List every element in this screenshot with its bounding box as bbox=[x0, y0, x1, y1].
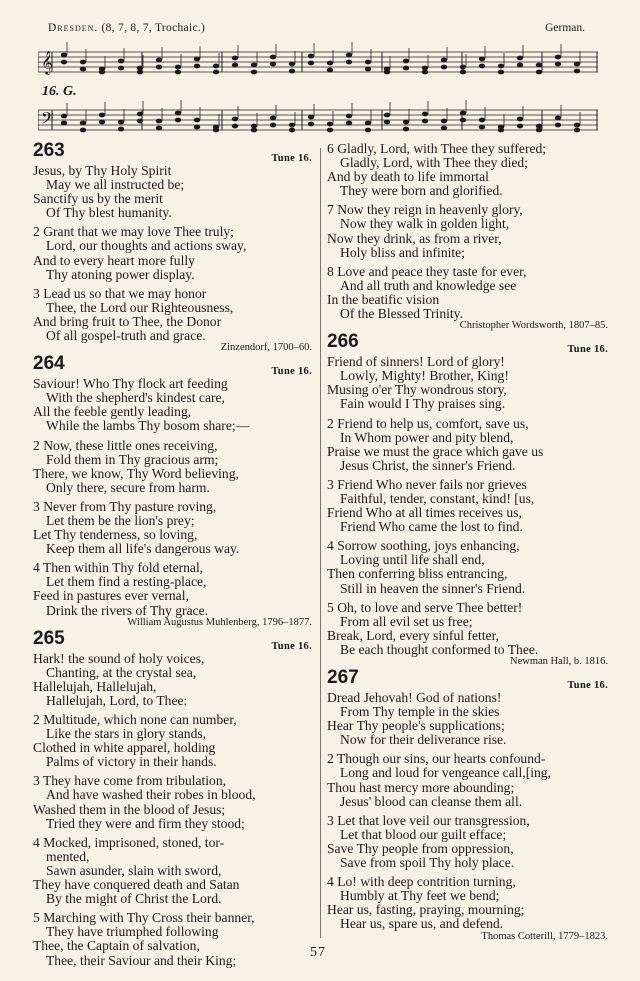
tune-reference: Tune 16. bbox=[271, 366, 312, 378]
music-note bbox=[118, 59, 124, 64]
verse-line: Hallelujah, Hallelujah, bbox=[33, 678, 157, 694]
music-note bbox=[460, 65, 466, 70]
music-note bbox=[498, 128, 504, 133]
music-note bbox=[251, 63, 257, 68]
verse-line: 2 Multitude, which none can number, bbox=[33, 712, 237, 727]
verse-line: In Whom power and pity blend, bbox=[340, 429, 514, 445]
music-note bbox=[175, 65, 181, 70]
tune-reference: Tune 16. bbox=[567, 680, 608, 691]
stanza bbox=[33, 713, 316, 769]
verse-line: 4 Then within Thy fold eternal, bbox=[33, 560, 204, 576]
music-note bbox=[156, 119, 162, 124]
verse-line: 2 Though our sins, our hearts confound- bbox=[327, 751, 546, 767]
verse-line: Chanting, at the crystal sea, bbox=[46, 664, 197, 680]
verse-line: Holy bliss and infinite; bbox=[340, 244, 465, 260]
stanza bbox=[327, 601, 612, 657]
verse-line: Long and loud for vengeance call,[ing, bbox=[340, 765, 552, 781]
music-note bbox=[270, 55, 276, 60]
verse-line: Of all gospel-truth and grace. bbox=[46, 328, 206, 344]
stanza bbox=[33, 652, 316, 708]
verse-line: Let them be the lion's prey; bbox=[46, 512, 195, 528]
music-note bbox=[479, 64, 485, 69]
verse-line: 4 Lo! with deep contrition turning, bbox=[327, 874, 516, 890]
music-note bbox=[460, 70, 466, 75]
music-note bbox=[479, 125, 485, 130]
music-note bbox=[403, 66, 409, 71]
verse-line: Jesus Christ, the sinner's Friend. bbox=[340, 457, 516, 473]
verse-line: Be each thought conformed to Thee. bbox=[340, 641, 539, 657]
hymn-header bbox=[327, 669, 612, 691]
verse-line: Break, Lord, every sinful fetter, bbox=[327, 627, 499, 643]
music-note bbox=[175, 118, 181, 123]
verse-line: Hear Thy people's supplications; bbox=[327, 718, 505, 734]
verse-line: Praise we must the grace which gave us bbox=[327, 443, 544, 459]
music-note bbox=[99, 113, 105, 118]
music-note bbox=[422, 70, 428, 75]
verse-line: Friend of sinners! Lord of glory! bbox=[327, 354, 505, 370]
verse-line: Keep them all life's dangerous way. bbox=[46, 541, 240, 557]
verse-line: Hark! the sound of holy voices, bbox=[33, 650, 205, 666]
music-note bbox=[365, 60, 371, 65]
verse-line: 2 Friend to help us, comfort, save us, bbox=[327, 415, 529, 431]
music-note bbox=[555, 123, 561, 128]
music-note bbox=[555, 55, 561, 60]
stanza bbox=[33, 500, 316, 556]
music-note bbox=[213, 128, 219, 133]
left-column bbox=[33, 142, 316, 973]
music-note bbox=[517, 124, 523, 129]
music-note bbox=[175, 70, 181, 75]
verse-line: Thee, the Lord our Righteousness, bbox=[46, 299, 234, 315]
stanza bbox=[33, 287, 316, 343]
stanza bbox=[33, 439, 316, 495]
music-note bbox=[422, 119, 428, 124]
verse-line: Let them find a resting-place, bbox=[46, 574, 207, 590]
stanza bbox=[327, 539, 612, 595]
verse-line: Lowly, Mighty! Brother, King! bbox=[340, 368, 509, 384]
page-number: 57 bbox=[310, 945, 326, 960]
hymn-number: 267 bbox=[327, 667, 359, 688]
verse-line: Feed in pastures ever vernal, bbox=[33, 588, 189, 604]
verse-line: 4 Sorrow soothing, joys enhancing, bbox=[327, 538, 520, 554]
verse-line: 5 Oh, to love and serve Thee better! bbox=[327, 599, 523, 615]
verse-line: 3 Lead us so that we may honor bbox=[33, 285, 207, 301]
music-note bbox=[422, 112, 428, 117]
verse-line: With the shepherd's kindest care, bbox=[46, 390, 225, 406]
music-note bbox=[536, 70, 542, 75]
stanza bbox=[33, 377, 316, 433]
music-note bbox=[99, 120, 105, 125]
verse-line: 2 Grant that we may love Thee truly; bbox=[33, 224, 234, 240]
music-note bbox=[460, 111, 466, 116]
music-note bbox=[194, 57, 200, 62]
music-note bbox=[327, 68, 333, 73]
stanza bbox=[327, 142, 612, 198]
hymn bbox=[327, 142, 612, 332]
stanza bbox=[33, 836, 316, 906]
music-score bbox=[38, 38, 600, 142]
tune-reference: Tune 16. bbox=[271, 640, 312, 652]
music-note bbox=[365, 128, 371, 133]
music-note bbox=[517, 56, 523, 61]
verse-line: Save Thy people from oppression, bbox=[327, 840, 514, 856]
verse-line: 4 Mocked, imprisoned, stoned, tor- bbox=[33, 834, 225, 850]
verse-line: Thee, their Saviour and their King; bbox=[46, 952, 237, 968]
music-note bbox=[574, 128, 580, 133]
music-note bbox=[498, 64, 504, 69]
verse-line: Thou hast mercy more abounding; bbox=[327, 779, 515, 795]
music-note bbox=[232, 124, 238, 129]
verse-line: 2 Now, these little ones receiving, bbox=[33, 437, 218, 453]
verse-line: And to every heart more fully bbox=[33, 252, 195, 268]
music-note bbox=[118, 120, 124, 125]
music-note bbox=[308, 115, 314, 120]
hymn bbox=[327, 333, 612, 668]
verse-line: While the lambs Thy bosom share;— bbox=[46, 418, 250, 434]
column-divider bbox=[320, 148, 321, 938]
music-note bbox=[441, 58, 447, 63]
verse-line: 3 Friend Who never fails nor grieves bbox=[327, 476, 527, 492]
verse-line: In the beatific vision bbox=[327, 291, 440, 307]
verse-line: And bring fruit to Thee, the Donor bbox=[33, 313, 222, 329]
verse-line: Still in heaven the sinner's Friend. bbox=[340, 580, 526, 596]
hymn-number: 266 bbox=[327, 331, 359, 353]
hymn-header bbox=[33, 355, 316, 377]
verse-line: There, we know, Thy Word believing, bbox=[33, 465, 239, 481]
tune-heading bbox=[48, 22, 205, 34]
verse-line: Drink the rivers of Thy grace. bbox=[46, 602, 209, 618]
verse-line: Hear us, fasting, praying, mourning; bbox=[327, 902, 525, 918]
verse-line: 7 Now they reign in heavenly glory, bbox=[327, 202, 523, 218]
verse-line: Friend Who came the lost to find. bbox=[340, 519, 523, 535]
hymn-number: 263 bbox=[33, 140, 65, 161]
verse-line: Let Thy tenderness, so loving, bbox=[33, 527, 198, 543]
verse-line: Now they walk in golden light, bbox=[340, 216, 510, 232]
music-note bbox=[194, 118, 200, 123]
verse-line: 5 Marching with Thy Cross their banner, bbox=[33, 910, 255, 926]
music-note bbox=[232, 63, 238, 68]
tune-meter: (8, 7, 8, 7, Trochaic.) bbox=[101, 22, 206, 34]
verse-line: And have washed their robes in blood, bbox=[46, 787, 256, 803]
stanza bbox=[327, 265, 612, 321]
music-note bbox=[175, 111, 181, 116]
verse-line: Loving until life shall end, bbox=[340, 552, 485, 568]
music-note bbox=[441, 65, 447, 70]
music-note bbox=[346, 114, 352, 119]
stanza bbox=[33, 561, 316, 617]
music-note bbox=[346, 53, 352, 58]
music-note bbox=[289, 123, 295, 128]
stanza bbox=[33, 911, 316, 967]
verse-line: And by death to life immortal bbox=[327, 169, 489, 185]
music-note bbox=[574, 69, 580, 74]
music-note bbox=[308, 54, 314, 59]
verse-line: Washed them in the blood of Jesus; bbox=[33, 801, 226, 817]
hymn-attribution: Christopher Wordsworth, 1807–85. bbox=[459, 320, 608, 332]
music-note bbox=[156, 65, 162, 70]
music-note bbox=[270, 116, 276, 121]
verse-line: 3 Let that love veil our transgression, bbox=[327, 812, 530, 828]
music-note bbox=[289, 128, 295, 133]
music-note bbox=[213, 64, 219, 69]
verse-line: 3 They have come from tribulation, bbox=[33, 773, 227, 789]
music-note bbox=[194, 125, 200, 130]
verse-line: Sawn asunder, slain with sword, bbox=[46, 862, 222, 878]
verse-line: From Thy temple in the skies bbox=[340, 704, 500, 720]
music-note bbox=[137, 119, 143, 124]
verse-line: Tried they were and firm they stood; bbox=[46, 815, 245, 831]
verse-line: Friend Who at all times receives us, bbox=[327, 505, 522, 521]
hymn-attribution: Newman Hall, b. 1816. bbox=[510, 656, 608, 667]
music-note bbox=[536, 63, 542, 68]
music-note bbox=[365, 67, 371, 72]
stanza bbox=[33, 225, 316, 281]
stanza bbox=[327, 814, 612, 870]
hymn-header bbox=[33, 627, 316, 652]
verse-line: Palms of victory in their hands. bbox=[46, 754, 217, 770]
verse-line: Faithful, tender, constant, kind! [us, bbox=[340, 490, 535, 506]
hymn bbox=[327, 669, 612, 943]
music-note bbox=[118, 66, 124, 71]
music-note bbox=[517, 117, 523, 122]
verse-line: Musing o'er Thy wondrous story, bbox=[327, 382, 507, 398]
music-note bbox=[384, 113, 390, 118]
music-note bbox=[384, 120, 390, 125]
music-note bbox=[80, 128, 86, 133]
music-note bbox=[498, 70, 504, 75]
hymn bbox=[33, 142, 316, 354]
verse-line: And all truth and knowledge see bbox=[340, 277, 517, 293]
music-note bbox=[156, 126, 162, 131]
music-note bbox=[61, 114, 67, 119]
stanza bbox=[327, 203, 612, 259]
verse-line: Thee, the Captain of salvation, bbox=[33, 938, 200, 954]
verse-line: Let that blood our guilt efface; bbox=[340, 826, 507, 842]
music-note bbox=[441, 119, 447, 124]
music-note bbox=[137, 112, 143, 117]
verse-line: Sanctify us by the merit bbox=[33, 191, 163, 207]
verse-line: Only there, secure from harm. bbox=[46, 479, 210, 495]
music-note bbox=[232, 117, 238, 122]
verse-line: Saviour! Who Thy flock art feeding bbox=[33, 376, 228, 392]
verse-line: 3 Never from Thy pasture roving, bbox=[33, 498, 217, 514]
music-note bbox=[61, 121, 67, 126]
music-note bbox=[460, 118, 466, 123]
verse-line: Lord, our thoughts and actions sway, bbox=[46, 238, 247, 254]
hymn bbox=[33, 355, 316, 629]
music-note bbox=[289, 62, 295, 67]
clef-icon: 𝄢 bbox=[41, 108, 54, 132]
hymn bbox=[33, 627, 316, 968]
music-note bbox=[156, 58, 162, 63]
music-note bbox=[346, 121, 352, 126]
music-note bbox=[403, 59, 409, 64]
verse-line: Thy atoning power display. bbox=[46, 266, 195, 282]
verse-line: mented, bbox=[46, 848, 90, 864]
music-note bbox=[327, 61, 333, 66]
music-note bbox=[308, 122, 314, 127]
hymn-number: 264 bbox=[33, 353, 65, 375]
hymn-attribution: William Augustus Muhlenberg, 1796–1877. bbox=[127, 616, 312, 628]
verse-line: Humbly at Thy feet we bend; bbox=[340, 888, 500, 904]
verse-line: Gladly, Lord, with Thee they died; bbox=[340, 155, 529, 171]
verse-line: Of the Blessed Trinity. bbox=[340, 306, 463, 322]
verse-line: They were born and glorified. bbox=[340, 183, 503, 199]
music-note bbox=[555, 116, 561, 121]
tune-reference: Tune 16. bbox=[567, 344, 608, 356]
verse-line: Clothed in white apparel, holding bbox=[33, 740, 216, 756]
music-note bbox=[99, 70, 105, 75]
music-note bbox=[137, 70, 143, 75]
verse-line: Now for their deliverance rise. bbox=[340, 732, 507, 748]
tune-origin: German. bbox=[545, 22, 585, 34]
verse-line: Save from spoil Thy holy place. bbox=[340, 855, 515, 871]
music-note bbox=[403, 120, 409, 125]
stanza bbox=[33, 774, 316, 830]
music-note bbox=[555, 62, 561, 67]
music-note bbox=[441, 126, 447, 131]
stanza bbox=[327, 478, 612, 534]
music-note bbox=[270, 123, 276, 128]
verse-line: 6 Gladly, Lord, with Thee they suffered; bbox=[327, 141, 547, 156]
music-note bbox=[327, 128, 333, 133]
hymn-attribution: Thomas Cotterill, 1779–1823. bbox=[481, 930, 608, 942]
music-note bbox=[289, 69, 295, 74]
verse-line: Then conferring bliss entrancing, bbox=[327, 566, 508, 582]
music-note bbox=[479, 118, 485, 123]
music-note bbox=[308, 61, 314, 66]
verse-line: Hear us, spare us, and defend. bbox=[340, 916, 504, 932]
music-note bbox=[251, 70, 257, 75]
tune-reference: Tune 16. bbox=[271, 153, 312, 164]
music-note bbox=[403, 127, 409, 132]
verse-line: Fold them in Thy gracious arm; bbox=[46, 451, 219, 467]
stanza bbox=[327, 355, 612, 411]
tune-number: 16. G. bbox=[42, 84, 77, 99]
verse-line: May we all instructed be; bbox=[46, 177, 185, 193]
verse-line: They have triumphed following bbox=[46, 924, 219, 940]
verse-line: Jesus' blood can cleanse them all. bbox=[340, 793, 523, 809]
music-note bbox=[251, 128, 257, 133]
music-note bbox=[118, 127, 124, 132]
verse-line: Jesus, by Thy Holy Spirit bbox=[33, 163, 172, 178]
music-note bbox=[213, 70, 219, 75]
music-note bbox=[536, 128, 542, 133]
tune-name: Dresden. bbox=[48, 22, 99, 34]
music-note bbox=[80, 60, 86, 65]
music-note bbox=[574, 62, 580, 67]
music-note bbox=[346, 60, 352, 65]
music-note bbox=[232, 56, 238, 61]
verse-line: Like the stars in glory stands, bbox=[46, 726, 207, 742]
verse-line: 8 Love and peace they taste for ever, bbox=[327, 263, 527, 279]
verse-line: Of Thy blest humanity. bbox=[46, 205, 172, 221]
stanza bbox=[327, 752, 612, 808]
music-note bbox=[61, 53, 67, 58]
stanza bbox=[33, 164, 316, 220]
verse-line: Now they drink, as from a river, bbox=[327, 230, 502, 246]
hymn-attribution: Zinzendorf, 1700–60. bbox=[220, 342, 312, 354]
music-note bbox=[194, 64, 200, 69]
verse-line: Dread Jehovah! God of nations! bbox=[327, 690, 502, 705]
verse-line: Fain would I Thy praises sing. bbox=[340, 396, 506, 412]
music-note bbox=[384, 70, 390, 75]
clef-icon: 𝄞 bbox=[41, 50, 53, 74]
music-note bbox=[327, 122, 333, 127]
hymn-header bbox=[327, 333, 612, 355]
music-note bbox=[479, 57, 485, 62]
right-column bbox=[327, 142, 612, 944]
music-note bbox=[80, 67, 86, 72]
stanza bbox=[327, 417, 612, 473]
verse-line: From all evil set us free; bbox=[340, 613, 473, 629]
verse-line: By the might of Christ the Lord. bbox=[46, 891, 222, 907]
verse-line: They have conquered death and Satan bbox=[33, 877, 240, 893]
hymn-header bbox=[33, 142, 316, 164]
hymn-number: 265 bbox=[33, 627, 65, 649]
stanza bbox=[327, 875, 612, 931]
stanza bbox=[327, 691, 612, 747]
music-note bbox=[365, 121, 371, 126]
music-note bbox=[574, 123, 580, 128]
music-note bbox=[270, 62, 276, 67]
music-note bbox=[61, 60, 67, 65]
verse-line: All the feeble gently leading, bbox=[33, 404, 192, 420]
verse-line: Hallelujah, Lord, to Thee: bbox=[46, 692, 188, 708]
music-note bbox=[517, 63, 523, 68]
music-note bbox=[80, 121, 86, 126]
